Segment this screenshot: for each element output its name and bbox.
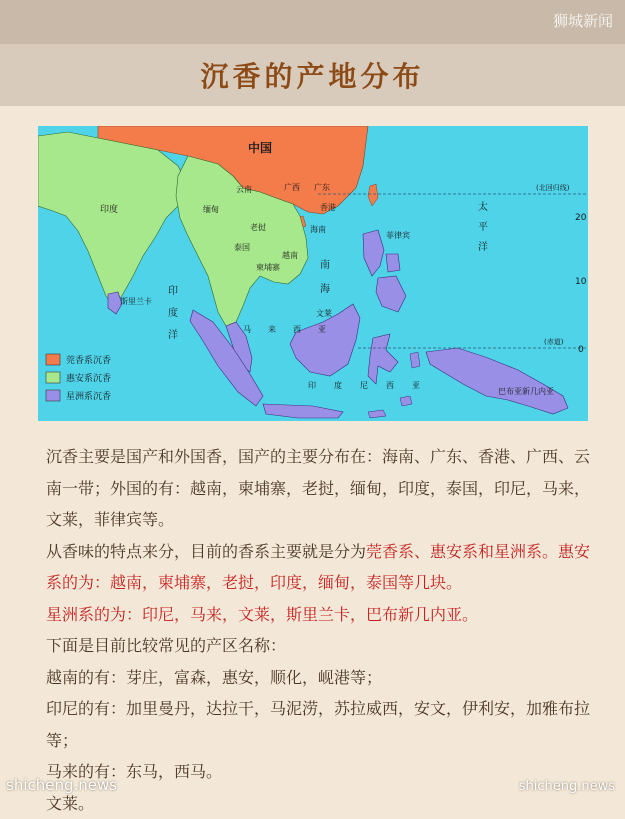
paragraph-malaysia: 马来的有：东马，西马。 <box>46 756 594 788</box>
paragraph-scent-systems <box>46 536 594 599</box>
label-guangdong: 广东 <box>314 182 330 192</box>
top-bar <box>0 0 625 44</box>
label-laos: 老挝 <box>250 222 266 232</box>
java-region <box>263 404 343 418</box>
label-io-1: 印 <box>168 284 178 297</box>
label-equator: (赤道) <box>544 337 564 346</box>
new-guinea-region <box>426 348 568 414</box>
label-lat-10: 10 <box>575 277 587 287</box>
label-philippines: 菲律宾 <box>386 230 410 240</box>
philippines-region <box>363 230 406 312</box>
label-indo-4: 西 <box>386 381 394 390</box>
label-lat-0: 0 <box>578 345 584 355</box>
scent-systems-lead: 从香味的特点来分，目前的香系主要就是分为 <box>46 542 366 561</box>
label-malaysia-3: 西 <box>293 325 301 334</box>
label-sri-lanka: 斯里兰卡 <box>120 296 152 306</box>
label-png: 巴布亚新几内亚 <box>498 386 554 396</box>
label-pacific-1: 太 <box>478 200 488 213</box>
paragraph-vietnam: 越南的有：芽庄，富森，惠安，顺化，岘港等； <box>46 662 594 694</box>
label-indo-5: 亚 <box>412 381 420 390</box>
sulawesi-region <box>368 334 398 384</box>
label-indo-3: 尼 <box>360 381 368 390</box>
watermark-bottom-right: shicheng.news <box>519 779 615 794</box>
taiwan-region <box>368 184 378 206</box>
label-thailand: 泰国 <box>234 242 250 252</box>
article-body <box>46 441 594 819</box>
legend-label-guan: 莞香系沉香 <box>66 354 111 366</box>
label-hongkong: 香港 <box>320 202 336 212</box>
label-pacific-2: 平 <box>478 221 488 233</box>
paragraph-indonesia: 印尼的有：加里曼丹，达拉干，马泥涝，苏拉威西，安文，伊利安，加雅布拉等； <box>46 693 594 756</box>
legend-swatch-guan <box>46 354 60 365</box>
watermark-top: 狮城新闻 <box>553 10 613 31</box>
label-scs-1: 南 <box>320 258 330 271</box>
title-band <box>0 44 625 106</box>
india-region <box>38 132 188 306</box>
label-lat-20: 20 <box>575 213 587 223</box>
label-vietnam: 越南 <box>282 250 298 260</box>
label-indo-1: 印 <box>308 380 316 390</box>
paragraph-common-areas: 下面是目前比较常见的产区名称： <box>46 630 594 662</box>
label-scs-2: 海 <box>320 282 330 295</box>
paragraph-xingzhou: 星洲系的为：印尼，马来，文莱，斯里兰卡，巴布新几内亚。 <box>46 599 594 631</box>
paragraph-brunei: 文莱。 <box>46 788 594 819</box>
label-indo-2: 度 <box>334 380 342 390</box>
distribution-map <box>38 126 588 421</box>
label-cambodia: 柬埔寨 <box>256 262 280 272</box>
label-india: 印度 <box>100 203 118 215</box>
label-io-2: 度 <box>168 306 178 319</box>
label-yunnan: 云南 <box>236 184 252 194</box>
label-pacific-3: 洋 <box>478 240 488 253</box>
label-myanmar: 缅甸 <box>203 204 219 214</box>
label-hainan: 海南 <box>310 224 326 234</box>
scent-systems-highlight: 莞香系、惠安系和星洲系。惠安系的为：越南，柬埔寨，老挝，印度，缅甸，泰国等几块。 <box>46 542 590 593</box>
legend-swatch-huian <box>46 372 60 383</box>
label-io-3: 洋 <box>168 328 178 341</box>
map-svg <box>38 126 588 421</box>
legend-label-xingzhou: 星洲系沉香 <box>66 390 111 402</box>
label-guangxi: 广西 <box>284 182 300 192</box>
paragraph-domestic-foreign: 沉香主要是国产和外国香，国产的主要分布在：海南、广东、香港、广西、云南一带；外国的有：越南，柬埔寨，老挝，缅甸，印度，泰国，印尼，马来，文莱，菲律宾等。 <box>46 441 594 536</box>
label-china: 中国 <box>248 140 272 155</box>
label-north-tropic: (北回归线) <box>536 183 570 192</box>
label-brunei: 文莱 <box>316 308 332 318</box>
label-malaysia-1: 马 <box>243 324 251 334</box>
label-malaysia-4: 亚 <box>318 325 326 334</box>
watermark-bottom-left: shicheng.news <box>6 776 117 794</box>
legend-swatch-xingzhou <box>46 390 60 401</box>
label-malaysia-2: 来 <box>268 324 276 334</box>
page-title: 沉香的产地分布 <box>200 55 424 95</box>
legend-label-huian: 惠安系沉香 <box>66 372 111 384</box>
map-legend <box>46 354 111 402</box>
